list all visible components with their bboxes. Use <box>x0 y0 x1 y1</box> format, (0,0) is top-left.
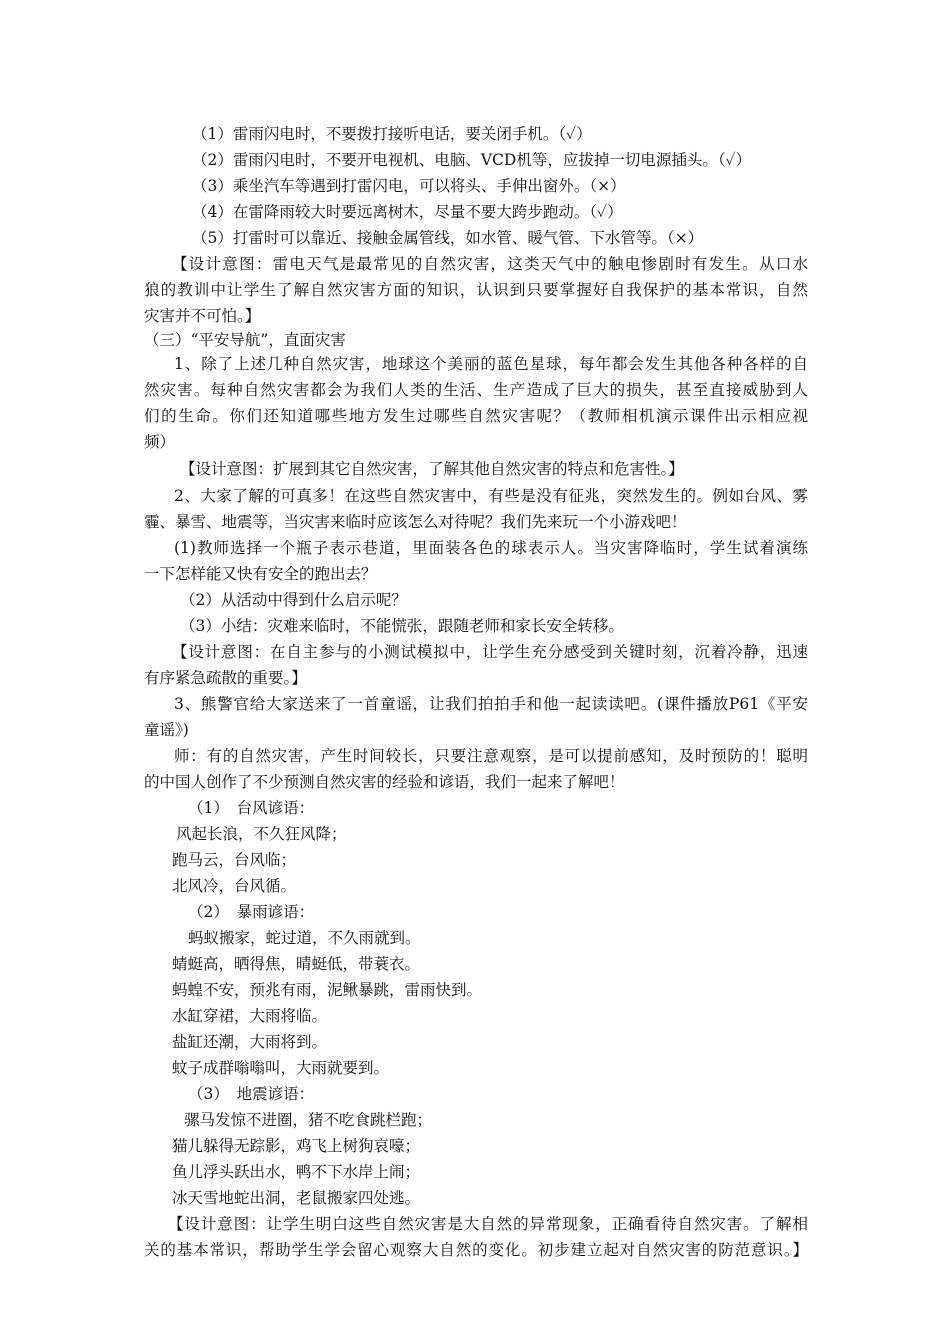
rainstorm-proverbs-heading: （2） 暴雨谚语： <box>188 903 315 921</box>
proverb-line: 蚊子成群嗡嗡叫，大雨就要到。 <box>172 1059 390 1077</box>
design-intent-1-line: 灾害并不可怕。】 <box>144 307 261 325</box>
quiz-item: （1）雷雨闪电时，不要拨打接听电话，要关闭手机。（✓） <box>192 125 592 143</box>
quiz-item: （5）打雷时可以靠近、接触金属管线，如水管、暖气管、下水管等。（×） <box>192 229 704 247</box>
proverb-line: 鱼儿浮头跃出水，鸭不下水岸上闹； <box>172 1163 421 1181</box>
paragraph-1-line: 1、除了上述几种自然灾害，地球这个美丽的蓝色星球，每年都会发生其他各种各样的自 <box>174 355 808 373</box>
design-intent-1-line: 【设计意图：雷电天气是最常见的自然灾害，这类天气中的触电惨剧时有发生。从口水 <box>172 255 808 273</box>
design-intent-2: 【设计意图：扩展到其它自然灾害，了解其他自然灾害的特点和危害性。】 <box>180 460 684 478</box>
proverb-line: 冰天雪地蛇出洞，老鼠搬家四处逃。 <box>172 1189 421 1207</box>
proverb-line: 猫儿躲得无踪影，鸡飞上树狗哀嚎； <box>172 1137 421 1155</box>
teacher-line: 师：有的自然灾害，产生时间较长，只要注意观察，是可以提前感知，及时预防的！聪明 <box>174 747 808 765</box>
paragraph-1-line: 频） <box>144 433 176 451</box>
proverb-line: 北风冷，台风循。 <box>172 877 297 895</box>
paragraph-2-line: 霾、暴雪、地震等，当灾害来临时应该怎么对待呢？我们先来玩一个小游戏吧！ <box>144 513 687 531</box>
paragraph-3-line: 童谣》) <box>144 721 189 739</box>
paragraph-1-line: 们的生命。你们还知道哪些地方发生过哪些自然灾害呢？（教师相机演示课件出示相应视 <box>144 407 808 425</box>
proverb-line: 蚂蚁搬家，蛇过道，不久雨就到。 <box>188 929 421 947</box>
proverb-line: 风起长浪，不久狂风降； <box>176 825 347 843</box>
proverb-line: 蚂蝗不安，预兆有雨，泥鳅暴跳，雷雨快到。 <box>172 981 483 999</box>
design-intent-3-line: 【设计意图：在自主参与的小测试模拟中，让学生充分感受到关键时刻，沉着冷静，迅速 <box>172 643 808 661</box>
design-intent-4-line: 【设计意图：让学生明白这些自然灾害是大自然的异常现象，正确看待自然灾害。了解相 <box>168 1215 808 1233</box>
teacher-line: 的中国人创作了不少预测自然灾害的经验和谚语，我们一起来了解吧！ <box>144 773 625 791</box>
game-step-3: （3）小结：灾难来临时，不能慌张，跟随老师和家长安全转移。 <box>180 617 624 635</box>
proverb-line: 骡马发惊不进圈，猪不吃食跳栏跑； <box>184 1111 433 1129</box>
paragraph-1-line: 然灾害。每种自然灾害都会为我们人类的生活、生产造成了巨大的损失，甚至直接威胁到人 <box>144 381 808 399</box>
proverb-line: 蜻蜓高，晒得焦，晴蜓低，带蓑衣。 <box>172 955 421 973</box>
design-intent-3-line: 有序紧急疏散的重要。】 <box>144 669 307 687</box>
game-step-1-line: 一下怎样能又快有安全的跑出去？ <box>144 565 377 583</box>
game-step-2: （2）从活动中得到什么启示呢？ <box>180 591 407 609</box>
section-heading: （三）“平安导航”，直面灾害 <box>144 331 346 349</box>
design-intent-4-line: 关的基本常识，帮助学生学会留心观察大自然的变化。初步建立起对自然灾害的防范意识。】 <box>144 1241 808 1259</box>
paragraph-2-line: 2、大家了解的可真多！在这些自然灾害中，有些是没有征兆，突然发生的。例如台风、雾 <box>174 487 808 505</box>
proverb-line: 水缸穿裙，大雨将临。 <box>172 1007 328 1025</box>
quiz-item: （3）乘坐汽车等遇到打雷闪电，可以将头、手伸出窗外。（×） <box>192 177 626 195</box>
paragraph-3-line: 3、熊警官给大家送来了一首童谣，让我们拍拍手和他一起读读吧。(课件播放P61《平安 <box>174 695 808 713</box>
quiz-item: （2）雷雨闪电时，不要开电视机、电脑、VCD机等，应拔掉一切电源插头。（✓） <box>192 151 752 169</box>
earthquake-proverbs-heading: （3） 地震谚语： <box>188 1085 315 1103</box>
proverb-line: 盐缸还潮，大雨将到。 <box>172 1033 328 1051</box>
game-step-1-line: (1)教师选择一个瓶子表示巷道，里面装各色的球表示人。当灾害降临时，学生试着演练 <box>174 539 808 557</box>
typhoon-proverbs-heading: （1） 台风谚语： <box>188 799 315 817</box>
proverb-line: 跑马云，台风临； <box>172 851 297 869</box>
design-intent-1-line: 狼的教训中让学生了解自然灾害方面的知识，认识到只要掌握好自我保护的基本常识，自然 <box>144 281 808 299</box>
quiz-item: （4）在雷降雨较大时要远离树木，尽量不要大跨步跑动。（✓） <box>192 203 623 221</box>
